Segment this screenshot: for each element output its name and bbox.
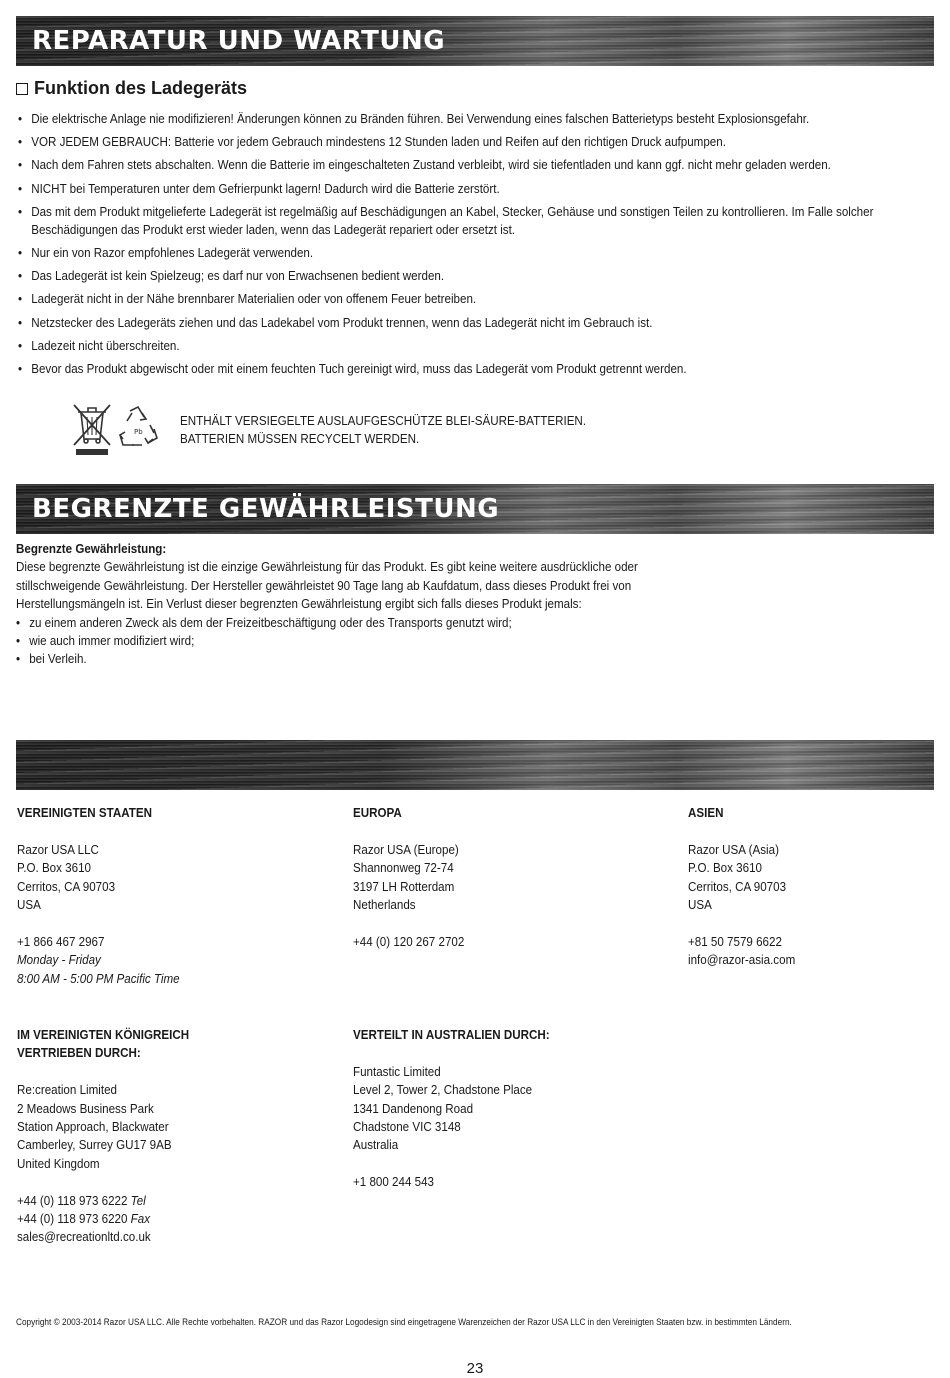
section-title-warranty: BEGRENZTE GEWÄHRLEISTUNG [32, 494, 500, 524]
contact-heading: ASIEN [688, 805, 724, 820]
address-line: 3197 LH Rotterdam [353, 878, 455, 894]
list-item: • Das mit dem Produkt mitgelieferte Ladegerät ist regelmäßig auf Beschädigungen an Kabel, Stecker, Gehäuse und sonstigen Teilen zu kontrollieren. Im Falle solcher Beschädigungen das Produkt erst wieder laden, wenn das Ladegerät repariert oder ersetzt ist. [18, 203, 911, 239]
address-line: Camberley, Surrey GU17 9AB [17, 1137, 172, 1153]
section-banner-warranty [16, 484, 934, 534]
phone-number: +1 866 467 2967 [17, 933, 105, 949]
contact-heading: IM VEREINIGTEN KÖNIGREICH [17, 1027, 190, 1042]
address-line: Re:creation Limited [17, 1082, 117, 1098]
list-item: • NICHT bei Temperaturen unter dem Gefrierpunkt lagern! Dadurch wird die Batterie zerstört. [18, 180, 911, 198]
list-item: • wie auch immer modifiziert wird; [16, 632, 702, 650]
section-banner-repair [16, 16, 934, 66]
phone-number [17, 1192, 189, 1210]
battery-recycling-note [180, 412, 586, 448]
charger-function-heading [16, 78, 247, 99]
address-line: Shannonweg 72-74 [353, 860, 454, 876]
email-address: info@razor-asia.com [688, 952, 796, 968]
address-line: Station Approach, Blackwater [17, 1119, 169, 1135]
business-hours: 8:00 AM - 5:00 PM Pacific Time [17, 970, 180, 986]
list-item: • Die elektrische Anlage nie modifizieren! Änderungen können zu Bränden führen. Bei Verwendung eines falschen Batterietyps besteht Explosionsgefahr. [18, 110, 911, 128]
section-title-repair: REPARATUR UND WARTUNG [32, 26, 446, 56]
address-line: Chadstone VIC 3148 [353, 1119, 461, 1135]
phone-number: +81 50 7579 6622 [688, 933, 782, 949]
contacts-banner [16, 740, 934, 790]
contact-heading: VERTRIEBEN DURCH: [17, 1045, 141, 1061]
address-line: 1341 Dandenong Road [353, 1100, 474, 1116]
battery-note-line2: BATTERIEN MÜSSEN RECYCELT WERDEN. [180, 431, 420, 446]
address-line: Cerritos, CA 90703 [17, 878, 116, 894]
list-item: • zu einem anderen Zweck als dem der Freizeitbeschäftigung oder des Transports genutzt wird; [16, 614, 702, 632]
contact-australia [353, 1026, 550, 1192]
tel-number: +44 (0) 118 973 6222 [17, 1192, 128, 1208]
list-item: • Nach dem Fahren stets abschalten. Wenn die Batterie im eingeschalteten Zustand verbleibt, wird sie tiefentladen und kann ggf. nicht mehr geladen werden. [18, 156, 911, 174]
warranty-conditions [16, 614, 702, 669]
business-days: Monday - Friday [17, 952, 101, 968]
address-line: Razor USA (Europe) [353, 841, 459, 857]
address-line: USA [688, 897, 712, 913]
contact-heading: VEREINIGTEN STAATEN [17, 805, 152, 820]
contact-usa [17, 804, 180, 988]
copyright-notice: Copyright © 2003-2014 Razor USA LLC. Alle Rechte vorbehalten. RAZOR und das Razor Logodesign sind eingetragene Warenzeichen der Razor USA LLC in den Vereinigten Staaten bzw. in bestimmten Ländern. [16, 1317, 792, 1328]
contact-heading: EUROPA [353, 805, 402, 820]
contact-asia [688, 804, 795, 970]
charger-function-title: Funktion des Ladegeräts [34, 78, 248, 98]
phone-number: +44 (0) 120 267 2702 [353, 933, 465, 949]
fax-number: +44 (0) 118 973 6220 [17, 1211, 128, 1227]
list-item: • Netzstecker des Ladegeräts ziehen und das Ladekabel vom Produkt trennen, wenn das Ladegerät nicht im Gebrauch ist. [18, 314, 911, 332]
address-line: Netherlands [353, 897, 416, 913]
list-item: • Bevor das Produkt abgewischt oder mit einem feuchten Tuch gereinigt wird, muss das Ladegerät vom Produkt getrennt werden. [18, 360, 911, 378]
address-line: Razor USA LLC [17, 841, 99, 857]
warranty-line: Diese begrenzte Gewährleistung ist die einzige Gewährleistung für das Produkt. Es gibt keine weitere ausdrückliche oder [16, 559, 638, 575]
checkbox-icon [16, 83, 28, 95]
recycle-icon [120, 407, 157, 445]
address-line: United Kingdom [17, 1155, 100, 1171]
list-item: • Nur ein von Razor empfohlenes Ladegerät verwenden. [18, 244, 911, 262]
contact-heading: VERTEILT IN AUSTRALIEN DURCH: [353, 1027, 550, 1042]
address-line: Cerritos, CA 90703 [688, 878, 787, 894]
list-item: • Ladegerät nicht in der Nähe brennbarer Materialien oder von offenem Feuer betreiben. [18, 290, 911, 308]
charger-rules-list [18, 110, 911, 383]
address-line: Level 2, Tower 2, Chadstone Place [353, 1082, 533, 1098]
warranty-line: Herstellungsmängeln ist. Ein Verlust dieser begrenzten Gewährleistung ergibt sich falls dieses Produkt jemals: [16, 596, 582, 612]
address-line: P.O. Box 3610 [688, 860, 762, 876]
fax-number-line [17, 1210, 189, 1228]
address-line: Razor USA (Asia) [688, 841, 779, 857]
contact-europe [353, 804, 464, 951]
warranty-lead: Begrenzte Gewährleistung: [16, 541, 167, 556]
fax-label: Fax [130, 1211, 151, 1227]
phone-number: +1 800 244 543 [353, 1174, 435, 1190]
address-line: USA [17, 897, 41, 913]
address-line: Australia [353, 1137, 399, 1153]
list-item: • bei Verleih. [16, 650, 702, 668]
page-number: 23 [466, 1360, 484, 1377]
contact-uk [17, 1026, 189, 1247]
address-line: P.O. Box 3610 [17, 860, 91, 876]
disposal-symbols [70, 401, 162, 459]
pb-symbol-label: Pb [134, 428, 143, 436]
list-item: • VOR JEDEM GEBRAUCH: Batterie vor jedem Gebrauch mindestens 12 Stunden laden und Reifen auf den richtigen Druck aufpumpen. [18, 133, 911, 151]
list-item: • Ladezeit nicht überschreiten. [18, 337, 911, 355]
crossed-bin-icon [74, 405, 110, 455]
warranty-line: stillschweigende Gewährleistung. Der Hersteller gewährleistet 90 Tage lang ab Kaufdatum, dass dieses Produkt frei von [16, 577, 632, 593]
address-line: Funtastic Limited [353, 1063, 441, 1079]
address-line: 2 Meadows Business Park [17, 1100, 154, 1116]
email-address: sales@recreationltd.co.uk [17, 1229, 151, 1245]
tel-label: Tel [130, 1192, 146, 1208]
warranty-text [16, 540, 702, 669]
battery-note-line1: ENTHÄLT VERSIEGELTE AUSLAUFGESCHÜTZE BLEI-SÄURE-BATTERIEN. [180, 413, 587, 428]
list-item: • Das Ladegerät ist kein Spielzeug; es darf nur von Erwachsenen bedient werden. [18, 267, 911, 285]
